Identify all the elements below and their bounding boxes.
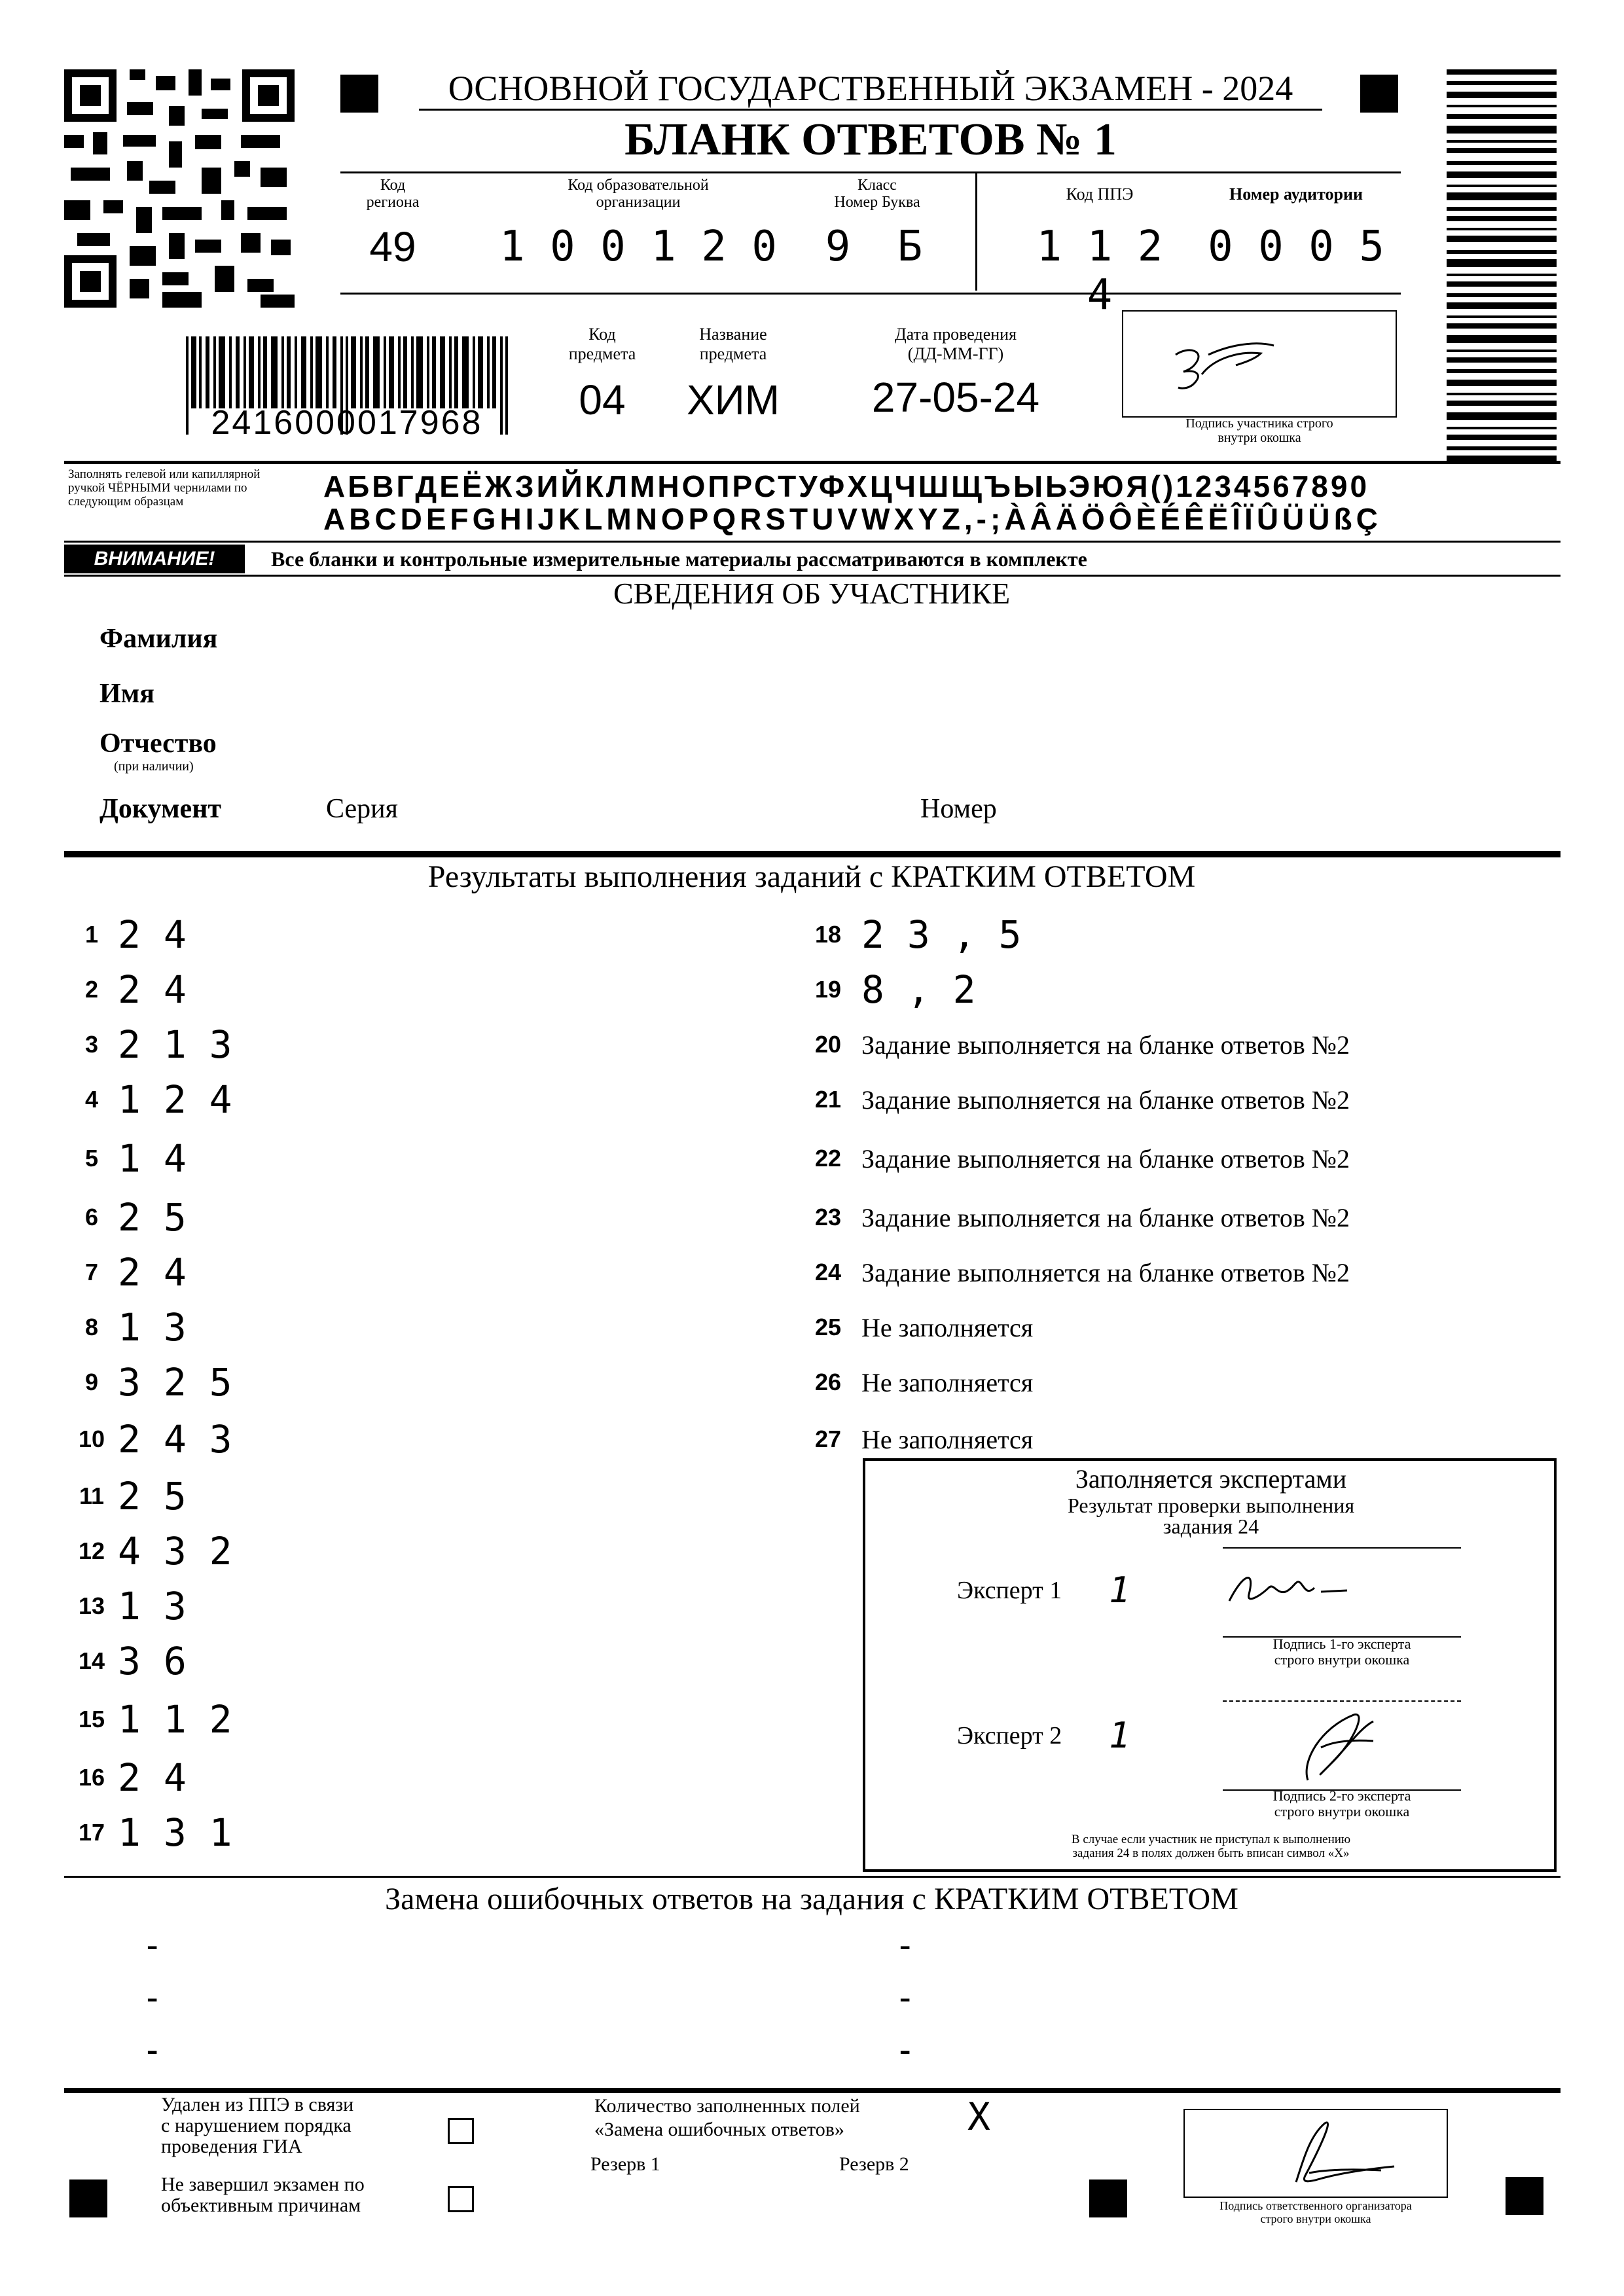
experts-title: Заполняется экспертами	[1075, 1464, 1347, 1494]
answer-value[interactable]: 2 4 3	[118, 1417, 232, 1462]
task-number: 11	[79, 1482, 105, 1509]
expert2-signature-box[interactable]	[1223, 1700, 1461, 1791]
patronymic-note: (при наличии)	[114, 759, 194, 774]
name-label: Имя	[99, 679, 154, 709]
task-number: 16	[78, 1764, 105, 1791]
answers-right-column	[805, 907, 1551, 1469]
qr-code	[64, 69, 295, 308]
removed-label: Удален из ППЭ в связи с нарушением порядка проведения ГИА	[161, 2094, 354, 2157]
subject-code: 04	[579, 376, 626, 423]
answer-value[interactable]: 2 5	[118, 1195, 187, 1240]
task-number: 22	[814, 1145, 842, 1172]
answer-value: Задание выполняется на бланке ответов №2	[861, 1085, 1350, 1115]
organizer-signature-box[interactable]	[1183, 2109, 1448, 2198]
class-label: Класс Номер Буква	[834, 177, 920, 211]
correction-dash[interactable]: -	[899, 2031, 911, 2068]
organizer-signature	[1185, 2110, 1447, 2197]
answer-row	[805, 962, 1551, 1017]
answer-value[interactable]: 4 3 2	[118, 1529, 232, 1573]
surname-label: Фамилия	[99, 624, 218, 654]
exam-date: 27-05-24	[871, 374, 1040, 421]
experts-footnote: В случае если участник не приступал к выполнению задания 24 в полях должен быть вписан символ «X»	[1071, 1833, 1351, 1860]
corner-marker	[1089, 2179, 1127, 2217]
region-label: Код региона	[366, 177, 420, 211]
corrections-count-value[interactable]: X	[967, 2094, 990, 2139]
organizer-signature-caption: Подпись ответственного организатора строго внутри окошка	[1219, 2199, 1412, 2225]
notice-text: Все бланки и контрольные измерительные материалы рассматриваются в комплекте	[271, 547, 1087, 571]
answer-value: Не заполняется	[861, 1312, 1034, 1342]
answers-bottom-rule	[64, 1876, 1561, 1878]
subject-code-label: Код предмета	[568, 325, 636, 363]
answer-row	[72, 1805, 596, 1860]
task-number: 26	[814, 1369, 842, 1395]
class-letter: Б	[897, 223, 923, 271]
task-number: 21	[814, 1086, 842, 1113]
auditorium-label: Номер аудитории	[1229, 185, 1363, 204]
task-number: 5	[84, 1145, 99, 1172]
expert1-value[interactable]: 1	[1109, 1570, 1130, 1611]
notice-badge: ВНИМАНИЕ!	[64, 545, 245, 573]
answer-value[interactable]: 1 1 2	[118, 1697, 232, 1742]
answer-value[interactable]: 2 4	[118, 1250, 187, 1295]
org-value: 1 0 0 1 2 0	[499, 223, 777, 271]
answer-row	[72, 1579, 596, 1634]
participant-bottom-rule	[64, 851, 1561, 857]
sample-row-latin: ABCDEFGHIJKLMNOPQRSTUVWXYZ,-;ÀÂÄÖÔÈÉÊËÎÏÛÜÜßÇ	[323, 502, 1382, 536]
answer-row	[72, 1072, 596, 1127]
removed-checkbox[interactable]	[448, 2118, 474, 2144]
notice-rule	[64, 541, 1561, 543]
expert2-value[interactable]: 1	[1109, 1715, 1130, 1756]
task-number: 18	[814, 921, 842, 948]
answer-row	[72, 962, 596, 1017]
task-number: 3	[84, 1031, 99, 1058]
task-number: 8	[84, 1314, 99, 1340]
task-number: 24	[814, 1259, 842, 1285]
answer-value: Не заполняется	[861, 1424, 1034, 1454]
document-label: Документ	[99, 794, 222, 824]
participant-signature-caption: Подпись участника строго внутри окошка	[1185, 416, 1333, 445]
class-number: 9	[825, 223, 851, 271]
patronymic-label: Отчество	[99, 728, 217, 759]
correction-dash[interactable]: -	[147, 1926, 158, 1964]
task-number: 10	[78, 1426, 105, 1452]
answer-row	[805, 1300, 1551, 1355]
answer-value[interactable]: 1 4	[118, 1136, 187, 1181]
corner-marker	[1506, 2177, 1543, 2215]
task-number: 15	[78, 1706, 105, 1732]
answer-value: Задание выполняется на бланке ответов №2	[861, 1030, 1350, 1060]
answer-row	[72, 1300, 596, 1355]
answer-value[interactable]: 2 4	[118, 967, 187, 1012]
task-number: 6	[84, 1204, 99, 1230]
answer-value: Задание выполняется на бланке ответов №2	[861, 1202, 1350, 1232]
side-barcode	[1447, 69, 1557, 462]
answer-value[interactable]: 2 3 , 5	[861, 912, 1022, 957]
expert2-signature	[1223, 1702, 1461, 1787]
correction-dash[interactable]: -	[899, 1979, 911, 2016]
answer-value[interactable]: 2 5	[118, 1474, 187, 1518]
answer-row	[72, 1689, 596, 1750]
task-number: 23	[814, 1204, 842, 1230]
expert1-signature-box[interactable]	[1223, 1547, 1461, 1638]
corner-marker	[340, 75, 378, 113]
answer-value: Задание выполняется на бланке ответов №2	[861, 1257, 1350, 1287]
task-number: 19	[814, 976, 842, 1003]
answer-value[interactable]: 1 3	[118, 1584, 187, 1628]
corrections-bottom-rule	[64, 2088, 1561, 2093]
answer-row	[72, 1634, 596, 1689]
sample-row-cyrillic: АБВГДЕЁЖЗИЙКЛМНОПРСТУФХЦЧШЩЪЫЬЭЮЯ()1234567890	[323, 469, 1370, 503]
auditorium-value: 0 0 0 5	[1208, 223, 1384, 271]
participant-signature	[1123, 312, 1396, 416]
answer-value[interactable]: 1 3	[118, 1305, 187, 1350]
task-number: 25	[814, 1314, 842, 1340]
answer-row	[72, 1190, 596, 1245]
answers-heading: Результаты выполнения заданий с КРАТКИМ ОТВЕТОМ	[427, 859, 1196, 894]
answer-value[interactable]: 3 6	[118, 1639, 187, 1683]
corrections-heading: Замена ошибочных ответов на задания с КРАТКИМ ОТВЕТОМ	[385, 1882, 1238, 1916]
barcode-number: 2416000017968	[211, 404, 483, 442]
ppe-value: 1 1 2 4	[1036, 223, 1163, 319]
experts-subtitle: Результат проверки выполнения задания 24	[1067, 1494, 1355, 1538]
task-number: 27	[814, 1426, 842, 1452]
answer-row	[805, 1072, 1551, 1127]
answer-row	[805, 1017, 1551, 1072]
answer-row	[72, 1355, 596, 1410]
answer-value[interactable]: 1 3 1	[118, 1810, 232, 1855]
expert1-label: Эксперт 1	[957, 1577, 1062, 1604]
date-label: Дата проведения (ДД-ММ-ГГ)	[894, 325, 1017, 363]
task-number: 14	[78, 1647, 105, 1674]
answer-row	[72, 907, 596, 962]
subject-name-label: Название предмета	[699, 325, 767, 363]
answer-row	[72, 1127, 596, 1190]
sample-instruction: Заполнять гелевой или капиллярной ручкой ЧЁРНЫМИ чернилами по следующим образцам	[68, 467, 261, 509]
not-finished-label: Не завершил экзамен по объективным причинам	[161, 2174, 365, 2216]
answer-value[interactable]: 2 1 3	[118, 1022, 232, 1067]
not-finished-checkbox[interactable]	[448, 2186, 474, 2212]
answer-row	[72, 1017, 596, 1072]
codes-divider	[975, 171, 977, 291]
expert1-signature	[1223, 1549, 1461, 1634]
corrections-count-label: Количество заполненных полей «Замена ошибочных ответов»	[594, 2095, 860, 2140]
task-number: 13	[78, 1592, 105, 1619]
task-number: 7	[84, 1259, 99, 1285]
correction-dash[interactable]: -	[147, 2031, 158, 2068]
task-number: 9	[84, 1369, 99, 1395]
number-label: Номер	[920, 794, 997, 824]
answer-value: Не заполняется	[861, 1367, 1034, 1397]
answer-row	[805, 1245, 1551, 1300]
answer-value[interactable]: 3 2 5	[118, 1360, 232, 1405]
participant-heading: СВЕДЕНИЯ ОБ УЧАСТНИКЕ	[613, 577, 1011, 610]
task-number: 2	[84, 976, 99, 1003]
answer-row	[805, 1127, 1551, 1190]
answer-value[interactable]: 1 2 4	[118, 1077, 232, 1122]
task-number: 17	[78, 1819, 105, 1846]
expert1-signature-caption: Подпись 1-го эксперта строго внутри окошка	[1272, 1636, 1411, 1668]
org-label: Код образовательной организации	[568, 177, 709, 211]
region-value: 49	[369, 223, 416, 270]
ppe-label: Код ППЭ	[1066, 185, 1134, 204]
reserve2-label: Резерв 2	[839, 2153, 909, 2175]
correction-dash[interactable]: -	[147, 1979, 158, 2016]
task-number: 20	[814, 1031, 842, 1058]
form-title: БЛАНК ОТВЕТОВ № 1	[624, 115, 1117, 165]
answer-value[interactable]: 2 4	[118, 912, 187, 957]
expert2-label: Эксперт 2	[957, 1722, 1062, 1749]
answer-value[interactable]: 8 , 2	[861, 967, 976, 1012]
answer-value: Задание выполняется на бланке ответов №2	[861, 1143, 1350, 1174]
participant-signature-box[interactable]	[1122, 310, 1397, 418]
corner-marker	[69, 2179, 107, 2217]
answer-value[interactable]: 2 4	[118, 1755, 187, 1800]
answer-row	[72, 1469, 596, 1524]
reserve1-label: Резерв 1	[590, 2153, 660, 2175]
expert2-signature-caption: Подпись 2-го эксперта строго внутри окошка	[1272, 1787, 1411, 1820]
answer-row	[72, 1410, 596, 1469]
answer-row	[805, 1190, 1551, 1245]
corner-marker	[1360, 75, 1398, 113]
answers-left-column	[72, 907, 596, 1860]
task-number: 12	[78, 1537, 105, 1564]
answer-row	[72, 1524, 596, 1579]
answer-row	[805, 907, 1551, 962]
subject-name: ХИМ	[687, 376, 780, 423]
task-number: 4	[84, 1086, 99, 1113]
correction-dash[interactable]: -	[899, 1926, 911, 1964]
task-number: 1	[84, 921, 99, 948]
exam-title: ОСНОВНОЙ ГОСУДАРСТВЕННЫЙ ЭКЗАМЕН - 2024	[448, 69, 1293, 108]
answer-row	[805, 1355, 1551, 1410]
series-label: Серия	[326, 794, 398, 824]
answer-row	[72, 1245, 596, 1300]
answer-row	[72, 1750, 596, 1805]
samples-top-rule	[64, 461, 1561, 464]
title-underline	[419, 109, 1322, 111]
